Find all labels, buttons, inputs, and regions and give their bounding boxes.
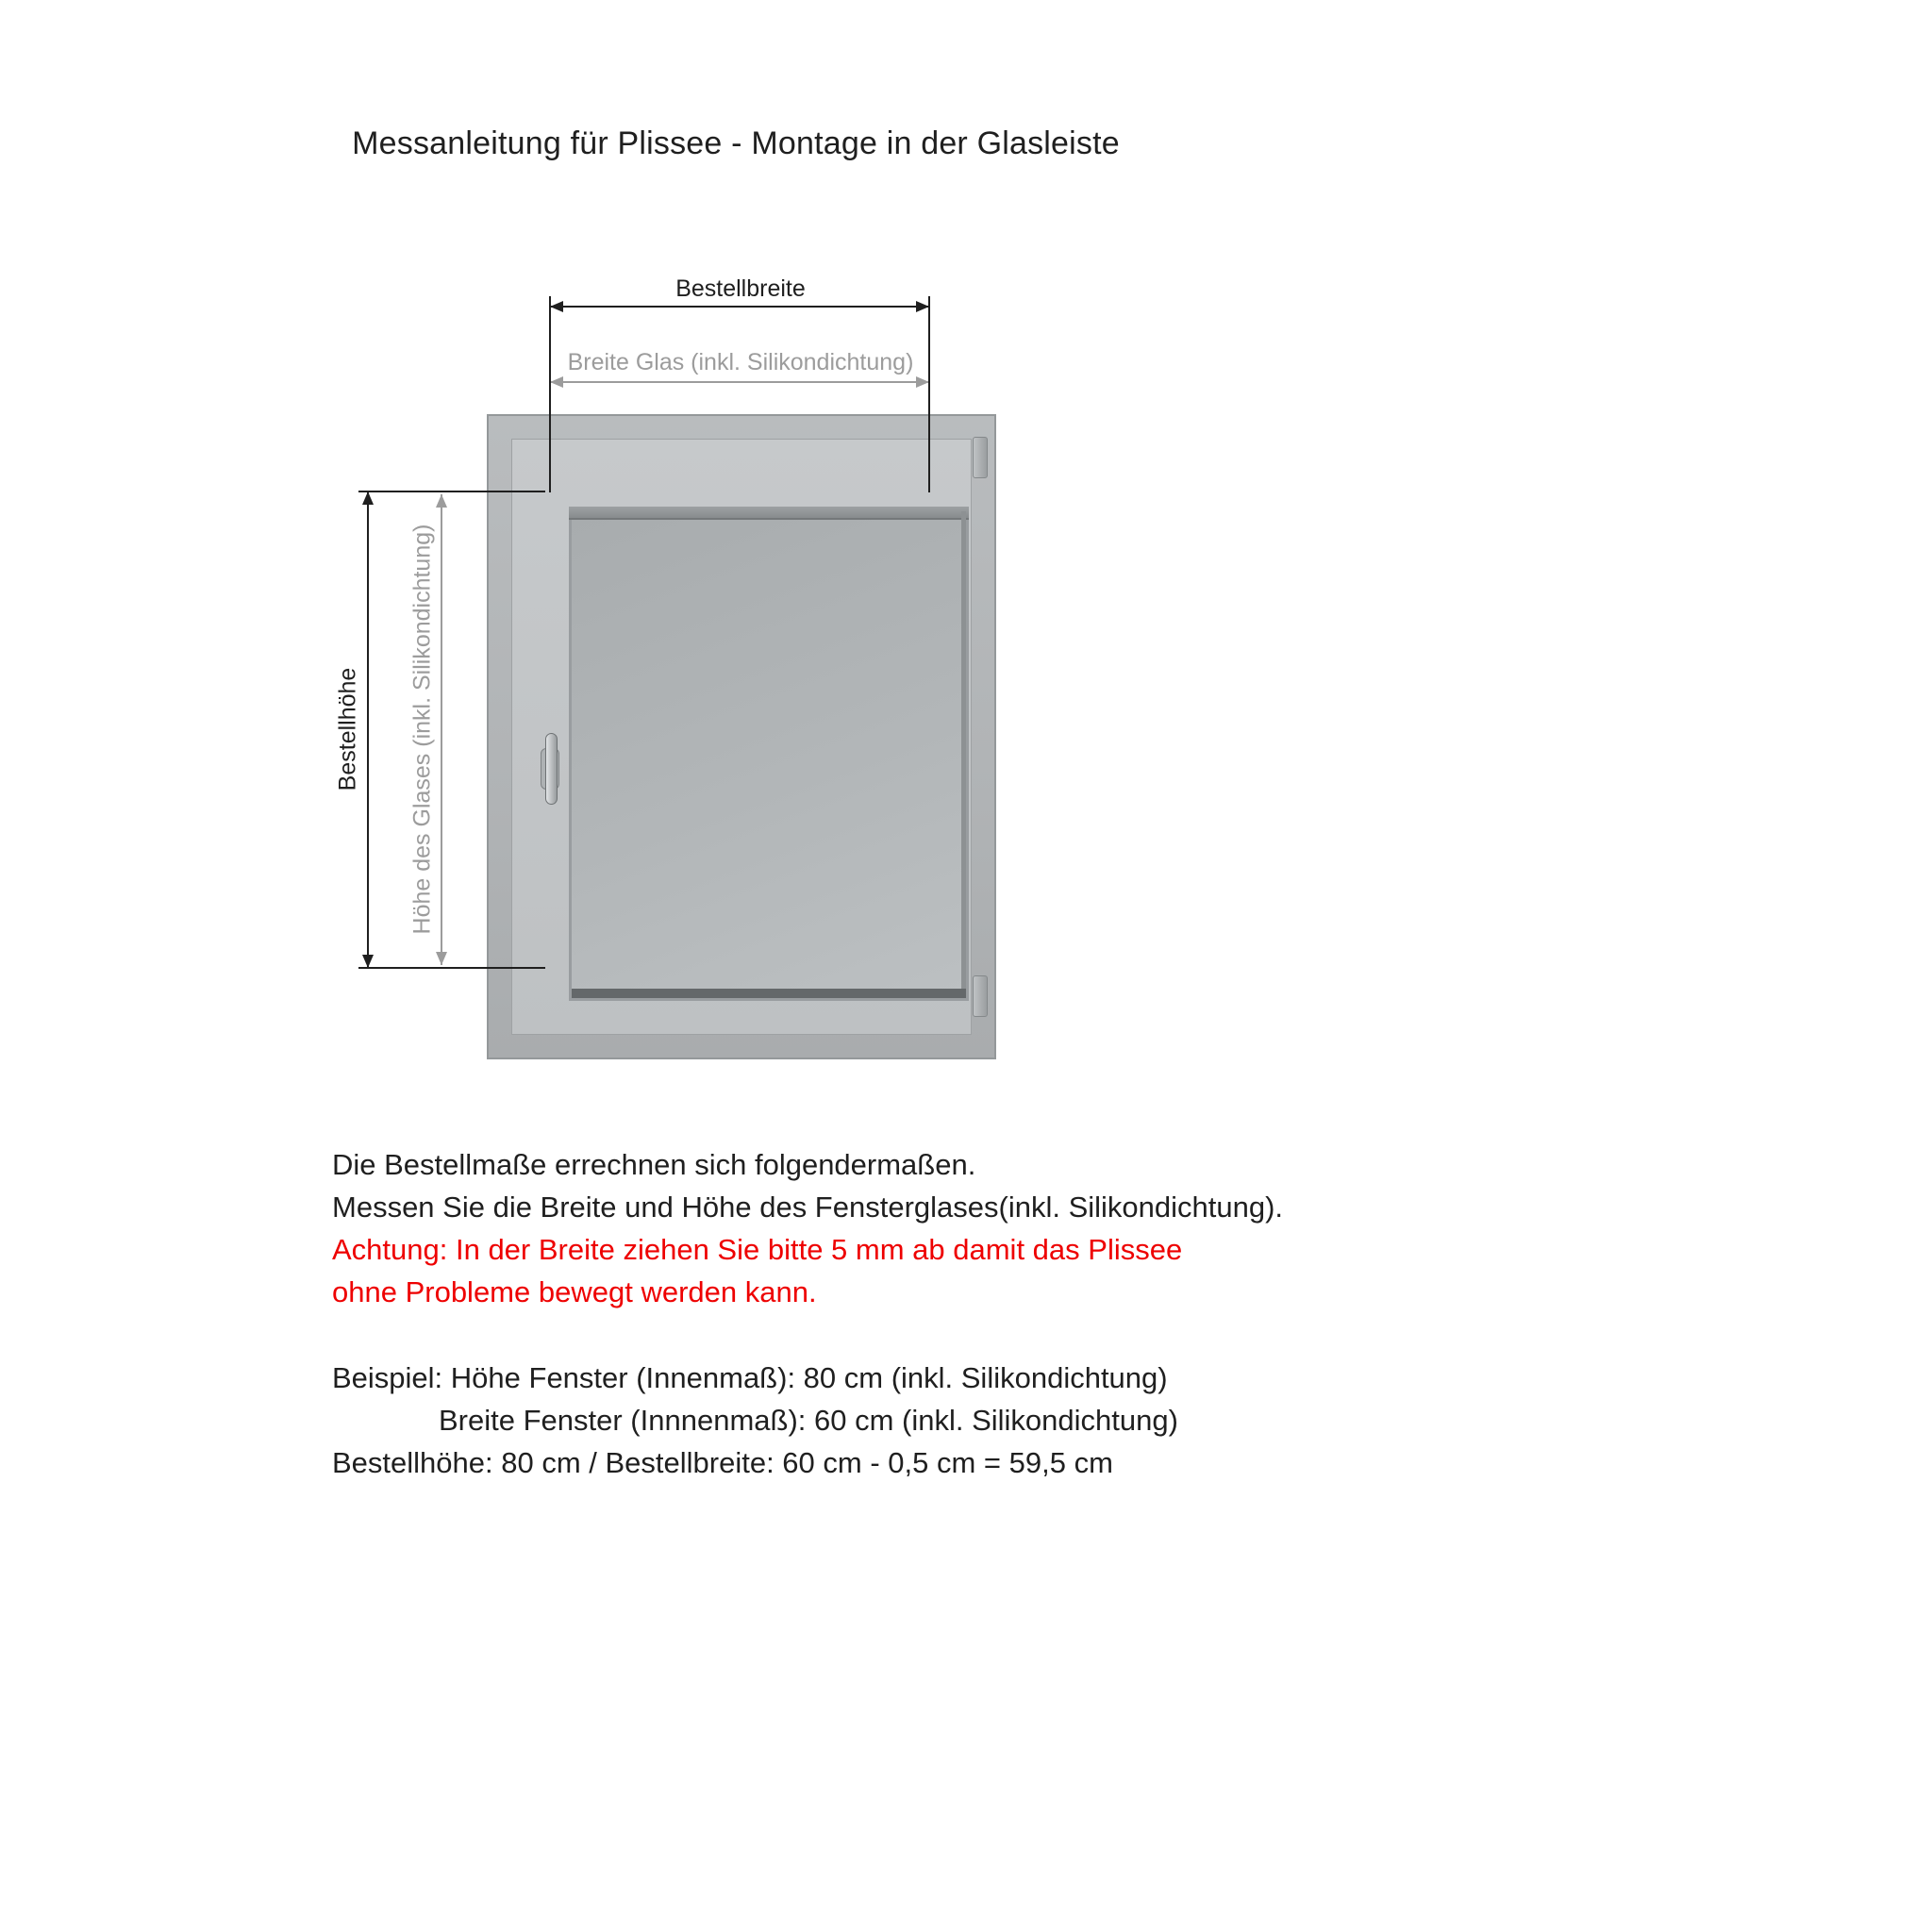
order-width-arrow: [550, 306, 929, 308]
glass-width-label: Breite Glas (inkl. Silikondichtung): [567, 349, 914, 375]
example-block: [332, 1357, 1178, 1484]
hinge-bottom-icon: [973, 975, 988, 1017]
instruction-line: Messen Sie die Breite und Höhe des Fensterglases(inkl. Silikondichtung).: [332, 1191, 1284, 1224]
warning-line: Achtung: In der Breite ziehen Sie bitte 5 mm ab damit das Plissee: [332, 1233, 1183, 1266]
warning-line: ohne Probleme bewegt werden kann.: [332, 1275, 817, 1308]
order-height-arrow: [367, 491, 369, 968]
example-line: Beispiel: Höhe Fenster (Innenmaß): 80 cm (inkl. Silikondichtung): [332, 1361, 1168, 1394]
window-handle: [545, 733, 558, 805]
window-illustration: [487, 414, 996, 1059]
glass-right-shade: [961, 511, 966, 998]
window-glass: [569, 508, 969, 1001]
width-extension-line-left: [549, 296, 551, 492]
example-line: Breite Fenster (Innnenmaß): 60 cm (inkl. Silikondichtung): [439, 1404, 1178, 1437]
hinge-top-icon: [973, 437, 988, 478]
height-extension-line-top: [358, 491, 545, 492]
glass-height-arrow: [441, 494, 442, 965]
window-sash: [511, 439, 972, 1035]
instruction-line: Die Bestellmaße errechnen sich folgendermaßen.: [332, 1148, 976, 1181]
order-height-label: Bestellhöhe: [334, 667, 361, 791]
order-width-label: Bestellbreite: [675, 275, 806, 302]
page-title: Messanleitung für Plissee - Montage in der Glasleiste: [352, 125, 1120, 161]
glass-height-label: Höhe des Glases (inkl. Silikondichtung): [408, 524, 436, 935]
width-extension-line-right: [928, 296, 930, 492]
example-line: Bestellhöhe: 80 cm / Bestellbreite: 60 cm - 0,5 cm = 59,5 cm: [332, 1446, 1113, 1479]
instructions-block: [332, 1143, 1283, 1313]
height-extension-line-bottom: [358, 967, 545, 969]
glass-bottom-shadow: [572, 989, 966, 998]
plissee-top-rail: [569, 507, 969, 520]
glass-width-arrow: [550, 381, 929, 383]
